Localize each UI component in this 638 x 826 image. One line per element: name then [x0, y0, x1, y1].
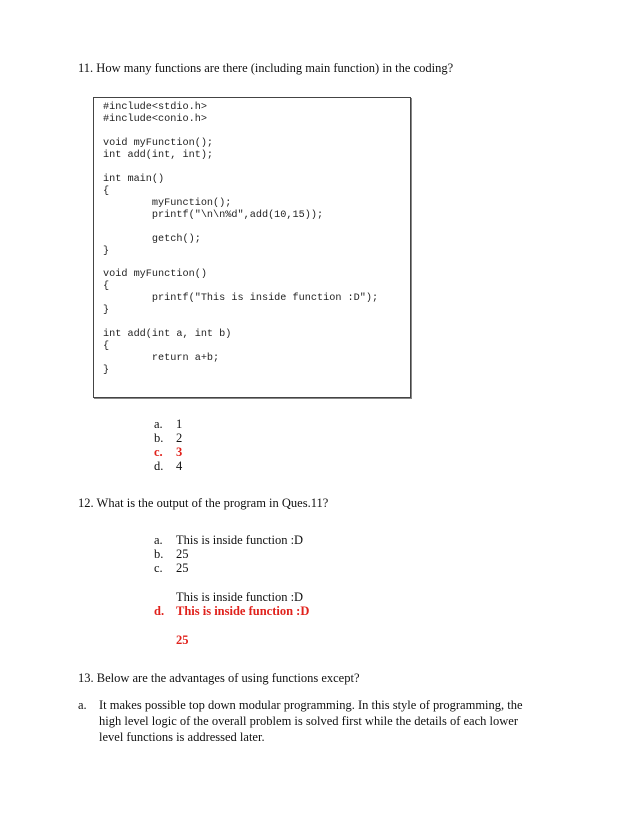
q11-option-a	[154, 417, 214, 432]
code-line: }	[103, 246, 110, 257]
option-letter: a.	[154, 533, 163, 547]
code-line: void myFunction();	[103, 138, 214, 149]
option-letter: b.	[154, 547, 164, 561]
option-text: 25	[176, 547, 189, 561]
option-text: This is inside function :D	[176, 604, 310, 618]
option-text: 1	[176, 417, 183, 431]
q13-option-a-line: high level logic of the overall problem is solved first while the details of each lower	[99, 714, 518, 728]
code-line: myFunction();	[103, 198, 232, 209]
option-text: 2	[176, 431, 183, 445]
code-line: printf("\n\n%d",add(10,15));	[103, 210, 324, 221]
code-line: {	[103, 186, 110, 197]
option-letter: c.	[154, 561, 163, 575]
code-line: int add(int a, int b)	[103, 329, 232, 340]
question-12-text: 12. What is the output of the program in Ques.11?	[78, 496, 329, 510]
code-line: int add(int, int);	[103, 150, 214, 161]
option-letter: c.	[154, 445, 163, 459]
q12-option-d-correct	[154, 604, 414, 619]
code-line: }	[103, 365, 110, 376]
question-11-text: 11. How many functions are there (including main function) in the coding?	[78, 61, 454, 75]
q13-option-a-line: It makes possible top down modular programming. In this style of programming, the	[99, 698, 523, 712]
q13-option-letter: a.	[78, 698, 87, 712]
code-block	[93, 97, 411, 398]
q11-option-b	[154, 431, 214, 446]
q12-option-d-line2: 25	[176, 633, 189, 647]
q11-option-d	[154, 459, 214, 474]
code-line: return a+b;	[103, 353, 220, 364]
code-line: int main()	[103, 174, 165, 185]
q13-option-a-line: level functions is addressed later.	[99, 730, 265, 744]
option-text: 25	[176, 561, 189, 575]
code-line: }	[103, 305, 110, 316]
option-letter: b.	[154, 431, 164, 445]
q12-option-c	[154, 561, 414, 576]
q11-option-c-correct	[154, 445, 214, 460]
code-line: printf("This is inside function :D");	[103, 293, 379, 304]
code-line: #include<stdio.h>	[103, 102, 207, 113]
q12-option-c-line2: This is inside function :D	[176, 590, 304, 604]
code-line: {	[103, 341, 110, 352]
code-line: {	[103, 281, 110, 292]
code-line: #include<conio.h>	[103, 114, 207, 125]
option-letter: d.	[154, 459, 164, 473]
code-line: getch();	[103, 234, 201, 245]
option-text: 4	[176, 459, 183, 473]
q12-option-a	[154, 533, 414, 548]
option-text: 3	[176, 445, 183, 459]
option-letter: d.	[154, 604, 165, 618]
question-13-text: 13. Below are the advantages of using functions except?	[78, 671, 360, 685]
q12-option-b	[154, 547, 414, 562]
option-letter: a.	[154, 417, 163, 431]
code-line: void myFunction()	[103, 269, 207, 280]
option-text: This is inside function :D	[176, 533, 304, 547]
